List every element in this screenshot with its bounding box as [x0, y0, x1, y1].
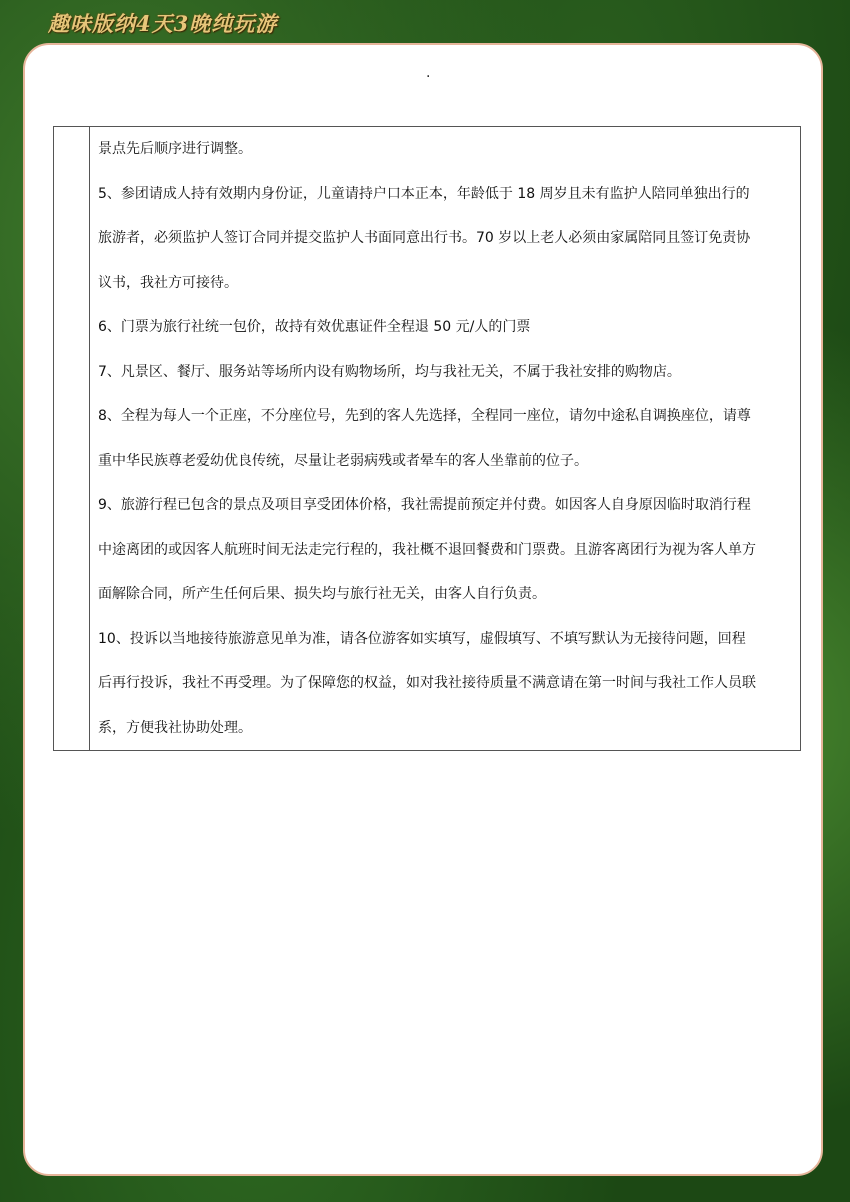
- note-line: 议书，我社方可接待。: [98, 274, 238, 291]
- note-line: 8、全程为每人一个正座，不分座位号，先到的客人先选择，全程同一座位，请勿中途私自调换座位，请尊: [98, 408, 751, 424]
- header-title: 趣味版纳4天3晚纯玩游: [48, 11, 278, 36]
- note-line: 面解除合同，所产生任何后果、损失均与旅行社无关，由客人自行负责。: [98, 586, 546, 602]
- note-line: 系，方便我社协助处理。: [98, 719, 252, 736]
- page-dot: .: [426, 65, 431, 81]
- notes-table: [53, 126, 801, 751]
- note-line: 重中华民族尊老爱幼优良传统，尽量让老弱病残或者晕车的客人坐靠前的位子。: [98, 452, 588, 469]
- note-line: 中途离团的或因客人航班时间无法走完行程的，我社概不退回餐费和门票费。且游客离团行为视为客人单方: [98, 541, 756, 558]
- note-line: 5、参团请成人持有效期内身份证，儿童请持户口本正本，年龄低于 18 周岁且未有监护人陪同单独出行的: [98, 185, 750, 202]
- note-line: 7、凡景区、餐厅、服务站等场所内设有购物场所，均与我社无关，不属于我社安排的购物店。: [98, 363, 681, 380]
- table-row: [54, 127, 801, 751]
- note-line: 景点先后顺序进行调整。: [98, 141, 252, 157]
- notes-cell: [90, 127, 801, 751]
- note-line: 后再行投诉，我社不再受理。为了保障您的权益，如对我社接待质量不满意请在第一时间与我社工作人员联: [98, 675, 756, 691]
- note-line: 9、旅游行程已包含的景点及项目享受团体价格，我社需提前预定并付费。如因客人自身原因临时取消行程: [98, 497, 751, 513]
- note-line: 旅游者，必须监护人签订合同并提交监护人书面同意出行书。70 岁以上老人必须由家属陪同且签订免责协: [98, 230, 751, 246]
- page-card: [23, 43, 823, 1176]
- label-cell: [54, 127, 90, 751]
- note-line: 6、门票为旅行社统一包价，故持有效优惠证件全程退 50 元/人的门票: [98, 319, 531, 335]
- note-line: 10、投诉以当地接待旅游意见单为准，请各位游客如实填写，虚假填写、不填写默认为无接待问题，回程: [98, 630, 746, 647]
